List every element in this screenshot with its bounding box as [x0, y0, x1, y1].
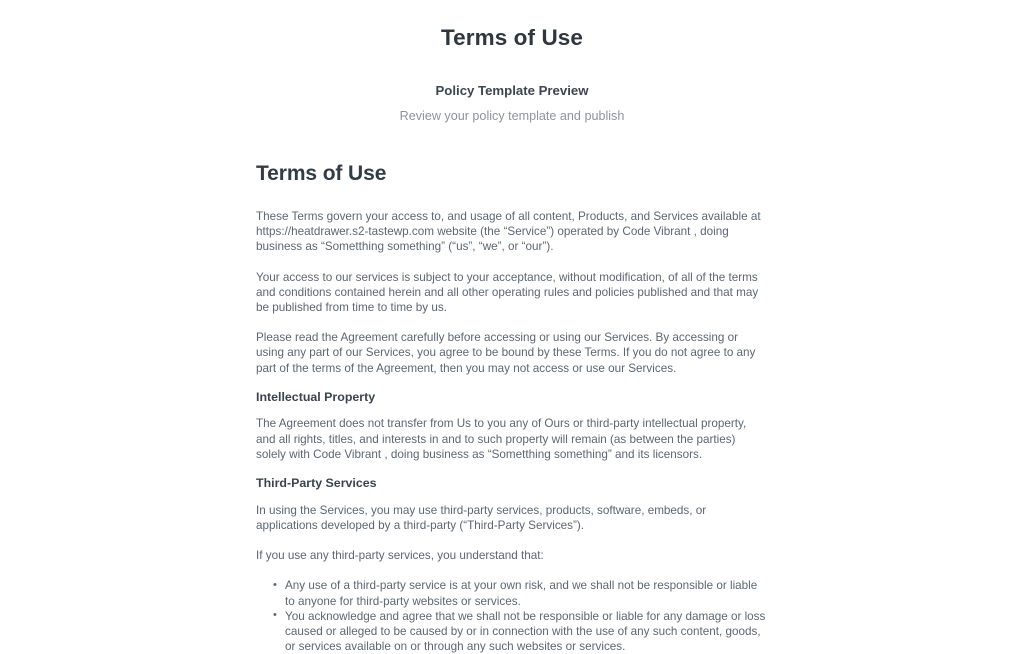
list-item: • Any use of a third-party service is at your own risk, and we shall not be responsible or liable to anyone for third-party websites or services.	[285, 578, 768, 608]
policy-document	[256, 125, 768, 654]
document-section	[256, 376, 768, 462]
paragraph: In using the Services, you may use third-party services, products, software, embeds, or applications developed by a third-party (“Third-Party Services”).	[256, 503, 707, 532]
document-intro	[256, 209, 768, 376]
preview-section-title: Policy Template Preview	[435, 83, 589, 99]
page-header	[0, 24, 1024, 125]
page-title: Terms of Use	[440, 25, 584, 50]
document-title: Terms of Use	[256, 161, 387, 185]
section-heading: Intellectual Property	[256, 389, 376, 404]
bullet-list	[256, 578, 768, 654]
preview-section-subtitle: Review your policy template and publish	[399, 109, 625, 124]
paragraph: Please read the Agreement carefully before accessing or using our Services. By accessing or using any part of our Services, you agree to be bound by these Terms. If you do not agree to any part of the terms of the Agreement, then you may not access or use our Services.	[256, 331, 756, 375]
paragraph: These Terms govern your access to, and usage of all content, Products, and Services available at https://heatdrawer.s2-tastewp.com website (the “Service”) operated by Code Vibrant , doing business as “Sometthing something” (“us”, “we”, or “our”).	[256, 209, 761, 254]
paragraph: Your access to our services is subject to your acceptance, without modification, of all of the terms and conditions contained herein and all other operating rules and policies published and that may be published from time to time by us.	[256, 270, 759, 314]
list-item: • You acknowledge and agree that we shall not be responsible or liable for any damage or loss caused or alleged to be caused by or in connection with the use of any such content, goods, or services available on or through any such websites or services.	[285, 609, 768, 654]
document-section	[256, 462, 768, 654]
paragraph: The Agreement does not transfer from Us to you any of Ours or third-party intellectual property, and all rights, titles, and interests in and to such property will remain (as between the parties) solely with Code Vibrant , doing business as “Sometthing something” and its licensors.	[256, 417, 747, 461]
section-heading: Third-Party Services	[256, 476, 377, 491]
paragraph: If you use any third-party services, you understand that:	[256, 549, 544, 563]
